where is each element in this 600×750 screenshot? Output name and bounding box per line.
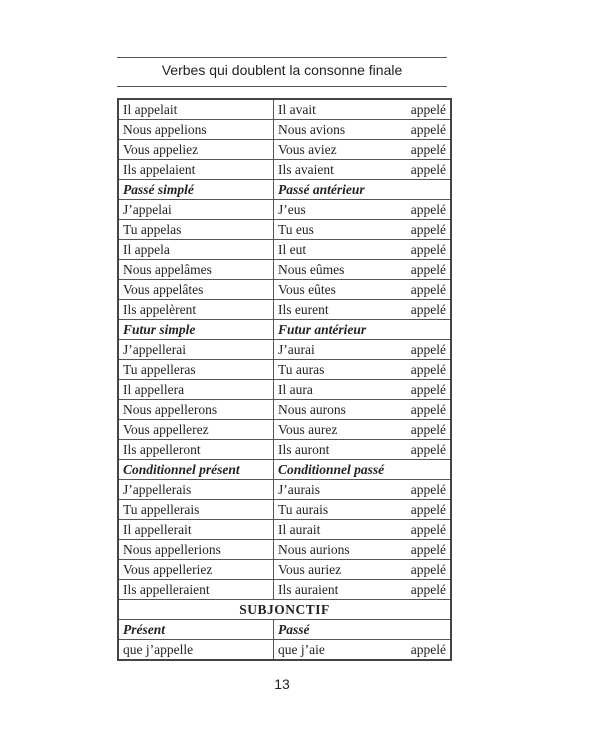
conjugation-row — [118, 420, 451, 440]
auxiliary-form: Vous aviez — [278, 142, 337, 157]
auxiliary-form: Tu auras — [278, 362, 325, 377]
auxiliary-form: Nous eûmes — [278, 262, 345, 277]
conjugation-row — [118, 280, 451, 300]
tense-header-row — [118, 320, 451, 340]
auxiliary-form: Nous aurons — [278, 402, 346, 417]
conjugation-row — [118, 220, 451, 240]
compound-form-cell — [274, 300, 452, 320]
compound-form-cell — [274, 140, 452, 160]
auxiliary-form: Ils avaient — [278, 162, 334, 177]
auxiliary-form: Il eut — [278, 242, 307, 257]
past-participle: appelé — [410, 142, 446, 157]
past-participle: appelé — [410, 382, 446, 397]
simple-form: Vous appeliez — [118, 140, 274, 160]
simple-form: que j’appelle — [118, 640, 274, 661]
past-participle: appelé — [410, 282, 446, 297]
compound-form-cell — [274, 440, 452, 460]
simple-form: Tu appellerais — [118, 500, 274, 520]
simple-form: Nous appellerons — [118, 400, 274, 420]
past-participle: appelé — [410, 342, 446, 357]
auxiliary-form: Vous auriez — [278, 562, 342, 577]
simple-form: Nous appellerions — [118, 540, 274, 560]
auxiliary-form: Il avait — [278, 102, 316, 117]
compound-form-cell — [274, 520, 452, 540]
simple-form: Ils appelleraient — [118, 580, 274, 600]
simple-form: Nous appelions — [118, 120, 274, 140]
auxiliary-form: Vous eûtes — [278, 282, 336, 297]
compound-tense-label: Passé antérieur — [274, 180, 452, 200]
past-participle: appelé — [410, 262, 446, 277]
conjugation-row — [118, 120, 451, 140]
mood-header-row — [118, 600, 451, 620]
conjugation-row — [118, 500, 451, 520]
conjugation-row — [118, 560, 451, 580]
compound-form-cell — [274, 420, 452, 440]
tense-header-row — [118, 180, 451, 200]
auxiliary-form: Nous aurions — [278, 542, 350, 557]
compound-form-cell — [274, 500, 452, 520]
conjugation-row — [118, 260, 451, 280]
simple-tense-label: Passé simplé — [118, 180, 274, 200]
conjugation-row — [118, 540, 451, 560]
simple-form: Ils appelèrent — [118, 300, 274, 320]
compound-form-cell — [274, 280, 452, 300]
simple-form: Tu appelleras — [118, 360, 274, 380]
conjugation-row — [118, 300, 451, 320]
auxiliary-form: Tu eus — [278, 222, 314, 237]
auxiliary-form: Vous aurez — [278, 422, 338, 437]
past-participle: appelé — [410, 562, 446, 577]
past-participle: appelé — [410, 502, 446, 517]
conjugation-row — [118, 380, 451, 400]
page-header-title: Verbes qui doublent la consonne finale — [161, 62, 403, 78]
simple-form: Il appellera — [118, 380, 274, 400]
compound-form-cell — [274, 400, 452, 420]
header-rule-bottom — [117, 86, 447, 87]
past-participle: appelé — [410, 582, 446, 597]
simple-form: J’appellerai — [118, 340, 274, 360]
past-participle: appelé — [410, 242, 446, 257]
past-participle: appelé — [410, 362, 446, 377]
simple-form: Il appela — [118, 240, 274, 260]
compound-form-cell — [274, 200, 452, 220]
conjugation-row — [118, 440, 451, 460]
header-rule-top — [117, 57, 447, 58]
simple-form: Vous appellerez — [118, 420, 274, 440]
auxiliary-form: Nous avions — [278, 122, 346, 137]
auxiliary-form: que j’aie — [278, 642, 325, 657]
auxiliary-form: J’eus — [278, 202, 306, 217]
simple-form: Ils appelaient — [118, 160, 274, 180]
past-participle: appelé — [410, 482, 446, 497]
simple-form: Il appelait — [118, 99, 274, 120]
conjugation-row — [118, 360, 451, 380]
auxiliary-form: Ils auront — [278, 442, 330, 457]
conjugation-row — [118, 640, 451, 661]
conjugation-row — [118, 520, 451, 540]
past-participle: appelé — [410, 402, 446, 417]
compound-form-cell — [274, 220, 452, 240]
compound-form-cell — [274, 260, 452, 280]
auxiliary-form: Tu aurais — [278, 502, 329, 517]
simple-form: J’appellerais — [118, 480, 274, 500]
conjugation-row — [118, 99, 451, 120]
conjugation-row — [118, 400, 451, 420]
simple-tense-label: Futur simple — [118, 320, 274, 340]
simple-form: Il appellerait — [118, 520, 274, 540]
conjugation-row — [118, 140, 451, 160]
compound-form-cell — [274, 340, 452, 360]
past-participle: appelé — [410, 222, 446, 237]
compound-form-cell — [274, 120, 452, 140]
compound-tense-label: Conditionnel passé — [274, 460, 452, 480]
past-participle: appelé — [410, 162, 446, 177]
compound-form-cell — [274, 99, 452, 120]
compound-form-cell — [274, 540, 452, 560]
past-participle: appelé — [410, 122, 446, 137]
simple-form: Vous appelâtes — [118, 280, 274, 300]
auxiliary-form: Ils eurent — [278, 302, 329, 317]
past-participle: appelé — [410, 102, 446, 117]
auxiliary-form: J’aurai — [278, 342, 315, 357]
compound-form-cell — [274, 640, 452, 661]
past-participle: appelé — [410, 542, 446, 557]
mood-label: SUBJONCTIF — [118, 600, 451, 620]
simple-form: Tu appelas — [118, 220, 274, 240]
compound-form-cell — [274, 580, 452, 600]
simple-tense-label: Présent — [118, 620, 274, 640]
past-participle: appelé — [410, 302, 446, 317]
conjugation-row — [118, 200, 451, 220]
conjugation-row — [118, 160, 451, 180]
conjugation-row — [118, 580, 451, 600]
conjugation-row — [118, 480, 451, 500]
auxiliary-form: Il aurait — [278, 522, 321, 537]
compound-form-cell — [274, 240, 452, 260]
conjugation-table-body — [118, 99, 451, 660]
auxiliary-form: Il aura — [278, 382, 313, 397]
tense-header-row — [118, 460, 451, 480]
conjugation-row — [118, 240, 451, 260]
compound-form-cell — [274, 480, 452, 500]
simple-tense-label: Conditionnel présent — [118, 460, 274, 480]
past-participle: appelé — [410, 522, 446, 537]
past-participle: appelé — [410, 442, 446, 457]
compound-tense-label: Passé — [274, 620, 452, 640]
compound-form-cell — [274, 560, 452, 580]
past-participle: appelé — [410, 202, 446, 217]
compound-tense-label: Futur antérieur — [274, 320, 452, 340]
page-number: 13 — [274, 676, 290, 692]
past-participle: appelé — [410, 642, 446, 657]
conjugation-table — [117, 98, 452, 661]
simple-form: Vous appelleriez — [118, 560, 274, 580]
past-participle: appelé — [410, 422, 446, 437]
compound-form-cell — [274, 360, 452, 380]
simple-form: Ils appelleront — [118, 440, 274, 460]
simple-form: Nous appelâmes — [118, 260, 274, 280]
auxiliary-form: Ils auraient — [278, 582, 339, 597]
simple-form: J’appelai — [118, 200, 274, 220]
compound-form-cell — [274, 380, 452, 400]
compound-form-cell — [274, 160, 452, 180]
conjugation-row — [118, 340, 451, 360]
auxiliary-form: J’aurais — [278, 482, 320, 497]
tense-header-row — [118, 620, 451, 640]
